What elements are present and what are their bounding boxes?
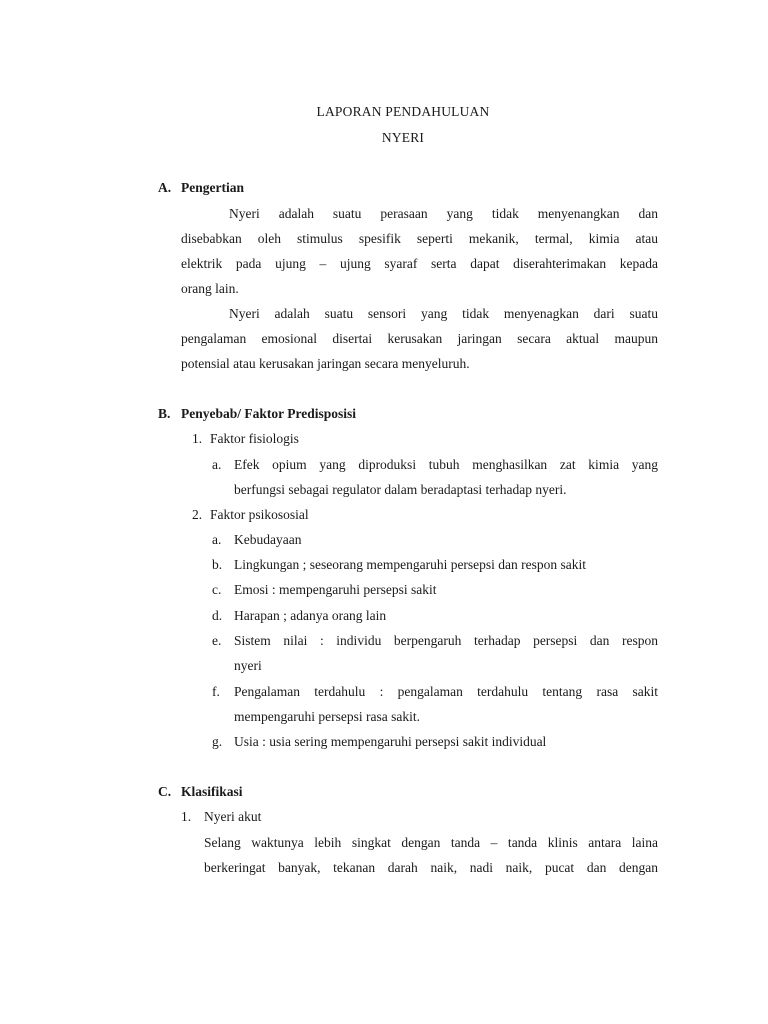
section-c-heading: Klasifikasi	[181, 784, 243, 799]
sublist-item-text: nyeri	[234, 658, 262, 673]
sublist-letter: d.	[212, 608, 223, 623]
list-number: 1.	[192, 431, 203, 446]
sublist-item-text: Emosi : mempengaruhi persepsi sakit	[234, 582, 437, 597]
paragraph-line: Nyeri adalah suatu sensori yang tidak menyenagkan dari suatu	[229, 306, 658, 321]
document-subtitle: NYERI	[381, 130, 425, 145]
paragraph-line: berkeringat banyak, tekanan darah naik, nadi naik, pucat dan dengan	[204, 860, 658, 875]
sublist-letter: c.	[212, 582, 222, 597]
sublist-item-text: Kebudayaan	[234, 532, 302, 547]
sublist-letter: b.	[212, 557, 223, 572]
paragraph-line: pengalaman emosional disertai kerusakan jaringan secara aktual maupun	[181, 331, 658, 346]
section-a-letter: A.	[158, 180, 172, 195]
sublist-item-text: mempengaruhi persepsi rasa sakit.	[234, 709, 420, 724]
sublist-item-text: berfungsi sebagai regulator dalam beradaptasi terhadap nyeri.	[234, 482, 567, 497]
sublist-letter: a.	[212, 457, 222, 472]
section-a-heading: Pengertian	[181, 180, 244, 195]
list-number: 2.	[192, 507, 203, 522]
sublist-item-text: Sistem nilai : individu berpengaruh terhadap persepsi dan respon	[234, 633, 658, 648]
paragraph-line: disebabkan oleh stimulus spesifik seperti mekanik, termal, kimia atau	[181, 231, 658, 246]
sublist-letter: g.	[212, 734, 223, 749]
section-b-letter: B.	[158, 406, 171, 421]
sublist-letter: a.	[212, 532, 222, 547]
sublist-item-text: Harapan ; adanya orang lain	[234, 608, 387, 623]
list-item-label: Nyeri akut	[204, 809, 262, 824]
sublist-item-text: Lingkungan ; seseorang mempengaruhi persepsi dan respon sakit	[234, 557, 587, 572]
list-number: 1.	[181, 809, 192, 824]
section-c-letter: C.	[158, 784, 172, 799]
section-b-heading: Penyebab/ Faktor Predisposisi	[181, 406, 357, 421]
sublist-item-text: Pengalaman terdahulu : pengalaman terdahulu tentang rasa sakit	[234, 684, 658, 699]
sublist-letter: e.	[212, 633, 222, 648]
paragraph-line: elektrik pada ujung – ujung syaraf serta dapat diserahterimakan kepada	[181, 256, 658, 271]
sublist-item-text: Usia : usia sering mempengaruhi persepsi sakit individual	[234, 734, 547, 749]
sublist-letter: f.	[212, 684, 220, 699]
sublist-item-text: Efek opium yang diproduksi tubuh menghasilkan zat kimia yang	[234, 457, 658, 472]
document-title: LAPORAN PENDAHULUAN	[316, 104, 490, 119]
list-item-label: Faktor fisiologis	[210, 431, 299, 446]
paragraph-line: Selang waktunya lebih singkat dengan tanda – tanda klinis antara laina	[204, 835, 658, 850]
paragraph-line: orang lain.	[181, 281, 239, 296]
list-item-label: Faktor psikososial	[210, 507, 309, 522]
paragraph-line: Nyeri adalah suatu perasaan yang tidak menyenangkan dan	[229, 206, 658, 221]
paragraph-line: potensial atau kerusakan jaringan secara menyeluruh.	[181, 356, 470, 371]
